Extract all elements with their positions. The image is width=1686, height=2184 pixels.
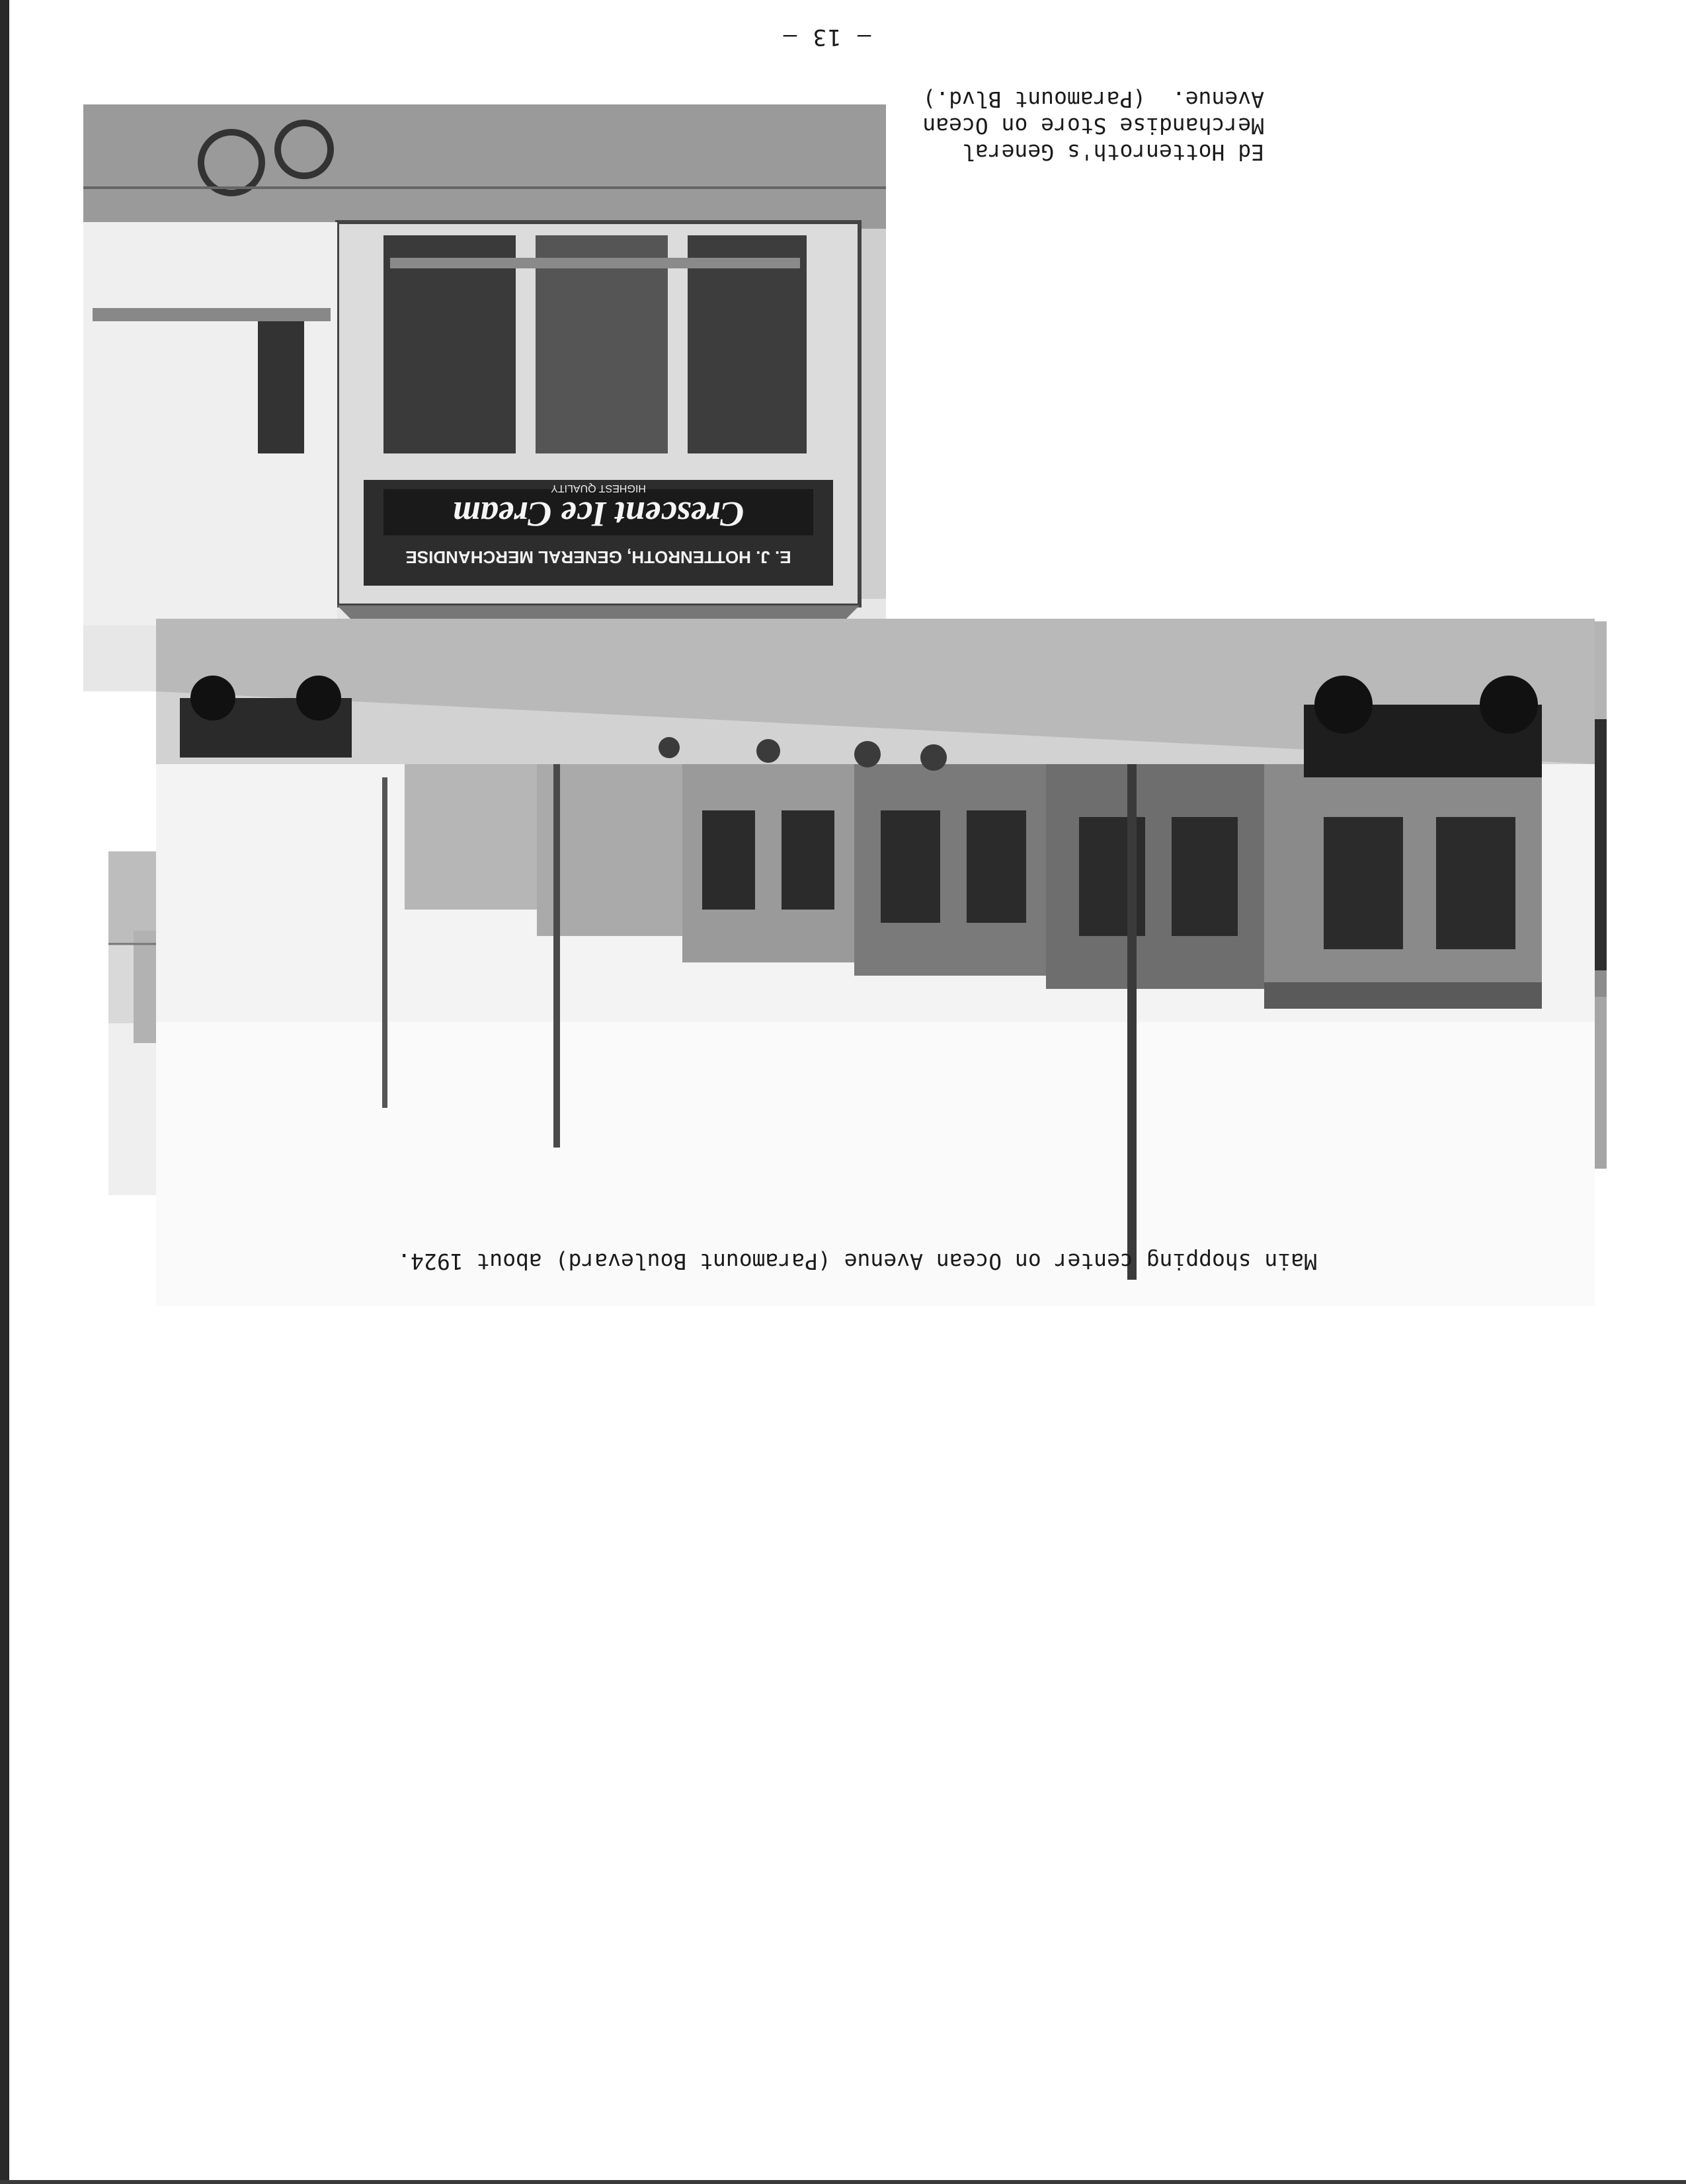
store-caption-line: Merchandise Store on Ocean [922,113,1264,139]
page-edge [0,2180,1686,2184]
page-number: — 13 — [782,24,871,50]
binding-edge [0,0,9,2184]
store-caption-line: Avenue. (Paramount Blvd.) [922,87,1264,112]
store-caption [894,86,1264,165]
store-sign-text: E. J. HOTTENROTH, GENERAL MERCHANDISE [405,547,791,567]
store-caption-line: Ed Hottenroth's General [962,139,1264,165]
ocean-avenue-street-photo [156,619,1595,1306]
quality-sign-text: HIGHEST QUALITY [551,483,646,494]
street-caption: Main shopping center on Ocean Avenue (Paramount Boulevard) about 1924. [397,1249,1317,1274]
ice-cream-sign-text: Crescent Ice Cream [452,494,744,534]
hottenroth-store-photo [83,104,886,691]
